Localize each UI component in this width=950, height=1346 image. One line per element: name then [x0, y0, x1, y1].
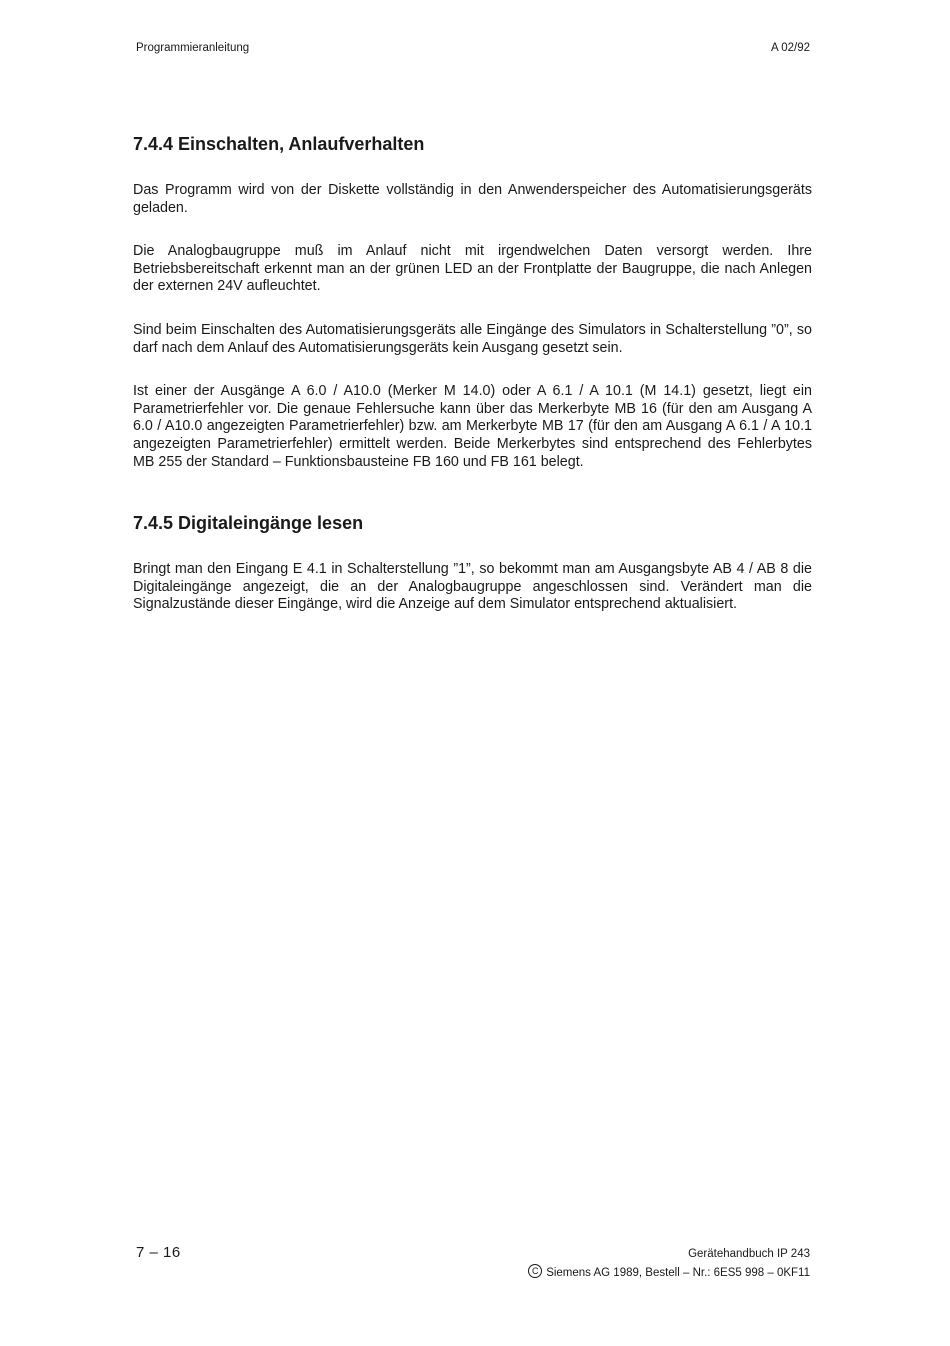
paragraph: Bringt man den Eingang E 4.1 in Schalterstellung ”1”, so bekommt man am Ausgangsbyte AB 4 / AB 8 die Digitaleingänge angezeigt, die an der Analogbaugruppe angeschlossen sind. Verändert man die Signalzustände dieser Eingänge, wird die Anzeige auf dem Simulator entsprechend aktualisiert. [133, 561, 812, 613]
paragraph: Das Programm wird von der Diskette vollständig in den Anwenderspeicher des Automatisierungsgeräts geladen. [133, 182, 812, 216]
page-body [133, 130, 812, 614]
paragraph: Sind beim Einschalten des Automatisierungsgeräts alle Eingänge des Simulators in Schalterstellung ”0”, so darf nach dem Anlauf des Automatisierungsgeräts kein Ausgang gesetzt sein. [133, 321, 812, 356]
footer-publication-info [528, 1245, 810, 1283]
copyright-text: Siemens AG 1989, Bestell – Nr.: 6ES5 998 – 0KF11 [546, 1267, 810, 1279]
running-header-left: Programmieranleitung [136, 42, 250, 54]
manual-title: Gerätehandbuch IP 243 [688, 1248, 810, 1260]
paragraph: Ist einer der Ausgänge A 6.0 / A10.0 (Merker M 14.0) oder A 6.1 / A 10.1 (M 14.1) gesetzt, liegt ein Parametrierfehler vor. Die genaue Fehlersuche kann über das Merkerbyte MB 16 (für den am Ausgang A 6.0 / A10.0 angezeigten Parametrierfehler) bzw. am Merkerbyte MB 17 (für den am Ausgang A 6.1 / A 10.1 angezeigten Parametrierfehler) ermittelt werden. Beide Merkerbytes sind entsprechend des Fehlerbytes MB 255 der Standard – Funktionsbausteine FB 160 und FB 161 belegt. [133, 383, 812, 470]
copyright-line [528, 1264, 810, 1283]
section-heading-7-4-4: 7.4.4 Einschalten, Anlaufverhalten [133, 134, 425, 154]
copyright-icon: C [528, 1264, 542, 1278]
page-number: 7 – 16 [136, 1244, 181, 1261]
running-header-right: A 02/92 [770, 42, 810, 54]
section-heading-7-4-5: 7.4.5 Digitaleingänge lesen [133, 513, 364, 534]
paragraph: Die Analogbaugruppe muß im Anlauf nicht mit irgendwelchen Daten versorgt werden. Ihre Betriebsbereitschaft erkennt man an der grünen LED an der Frontplatte der Baugruppe, die nach Anlegen der externen 24V aufleuchtet. [133, 243, 812, 295]
